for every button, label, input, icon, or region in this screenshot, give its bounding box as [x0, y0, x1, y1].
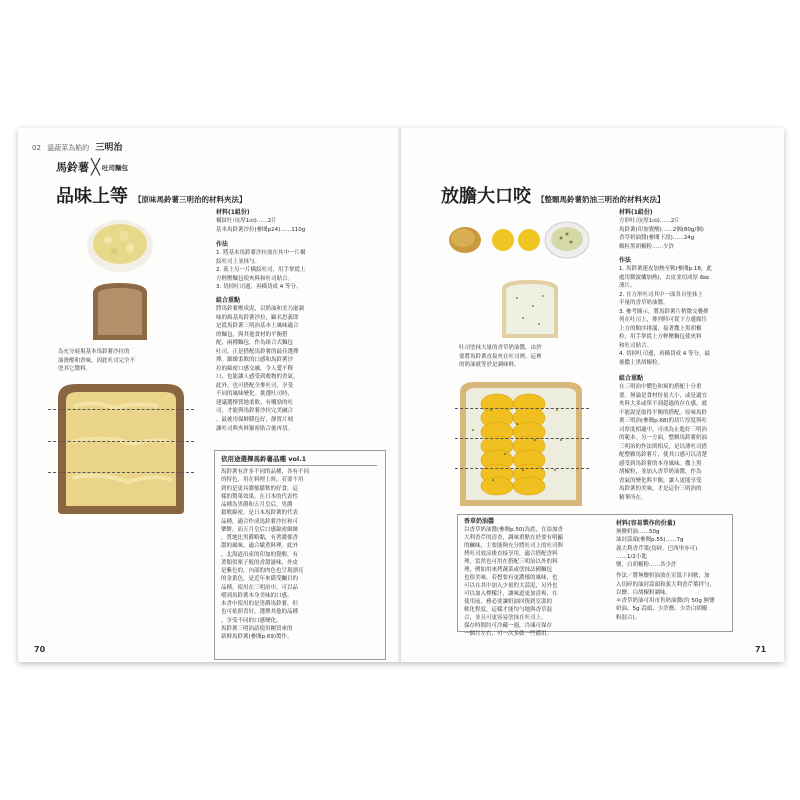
method-right	[619, 256, 779, 367]
dish-b: 吐司麵包	[102, 163, 129, 172]
butter-line: 軟化程度，這樣才能均勻地與香草混	[464, 606, 553, 613]
butter-line: 合，並且可更容易塗抹在吐司上。	[464, 614, 547, 621]
ingredient-item: 顆粒黑胡椒粉……少許	[619, 243, 675, 250]
box-line: 是紫色的，內部的肉色也呈現漂亮	[221, 568, 304, 574]
method-line: 方輕壓麵包使夾料和吐司貼合。	[216, 275, 294, 282]
box-line: 也可依照喜好，選擇其他的品種	[221, 609, 299, 616]
variety-box-text	[221, 468, 381, 641]
butter-line: 可以加入檸檬汁，讓味道更加清爽，在	[464, 590, 558, 597]
butter-method-line: 粉混合)。	[616, 614, 641, 621]
method-line: 紋吐司上並抹勻。	[216, 258, 261, 265]
cross-icon: ╳	[91, 158, 101, 176]
box-line: 本書中使用的是男爵馬鈴薯，但	[221, 601, 299, 607]
combo-line: 的範本。另一方面，整顆馬鈴薯奶油	[619, 435, 708, 442]
sandwich-image	[54, 382, 188, 516]
combo-line: 司厚度相適中，可成為止匙好三明治	[619, 426, 708, 433]
page-subtitle: 【原味馬鈴薯三明治的材料夾法】	[134, 195, 247, 204]
potato-ingredients-image	[441, 218, 591, 262]
butter-line: 的鹹味，主要能夠充分將吐司上的吐司與	[464, 542, 564, 549]
dish-a: 馬鈴薯	[56, 161, 89, 174]
herb-butter-recipe	[616, 519, 728, 622]
right-page	[401, 128, 784, 662]
method-line: 和吐司貼合。	[619, 342, 653, 349]
butter-method-line: 作法／將無鹽奶油放在室溫下回軟，加	[616, 573, 710, 580]
combo-line: 司，才能與馬鈴薯沙拉完美融合	[216, 408, 294, 415]
method-line: 薄片。	[619, 283, 636, 290]
potato-salad-bowl-image	[84, 212, 156, 274]
combo-line: 口，也能讓人感受到穀物的香氣。	[216, 374, 299, 381]
combo-line: 夾料大多或單不到超過的存在感，就	[619, 401, 708, 408]
combo-line: 的麵包，與其他食材的平衡搭	[216, 331, 288, 338]
box-line: 嚐到馬鈴薯本身美味的口感。	[221, 592, 293, 599]
butter-line: 也很美味。若想要有更濃郁的風味，也	[464, 574, 558, 581]
ingredients-label: 材料(1組份)	[216, 209, 250, 216]
butter-line: 理。當然也可用在搭配三明治以外的料	[464, 558, 558, 565]
combo-line: 馬鈴薯的美味，才是這份三明治的	[619, 486, 702, 493]
combo-line: 在三明治中體色和爽的搭配十分重	[619, 384, 702, 391]
box-line: 品種，適合作成馬鈴薯沙拉和可	[221, 518, 299, 525]
butter-recipe-item: 義大利香芹葉(切碎，巴西里亦可)	[616, 545, 698, 552]
combo-line: 薯三明治(參閱p.68)的切片厚度與吐	[619, 418, 708, 425]
caption-right	[459, 344, 609, 370]
method-line: 1. 將基本馬鈴薯沙拉放在其中一片橫	[216, 250, 306, 257]
box-line: ，享受不同的口感變化。	[221, 617, 282, 624]
method-line: 後撒上黑胡椒粒。	[619, 359, 664, 366]
combo-line: 是從馬鈴薯三明治基本上風味適合	[216, 323, 299, 330]
butter-line: 一個月左右，可一次多做一些備用。	[464, 630, 553, 637]
caption-left	[58, 348, 198, 374]
ingredients-right	[619, 208, 779, 251]
combo-line: 擇。細緻柔軟的口感和馬鈴薯沙	[216, 357, 294, 364]
combo-line: 。最後用保鮮膜包好，靜置片刻	[216, 417, 294, 423]
butter-method-line: 入切碎的油封蒜頭和義大利香芹葉拌勻，	[616, 581, 716, 588]
box-line: 馬鈴薯有許多不同的品種，各有不同	[221, 469, 310, 475]
cut-line	[455, 468, 589, 469]
butter-recipe-item: ……1/2小匙	[616, 553, 647, 560]
combo-left	[216, 296, 386, 433]
herb-butter-bread-image	[499, 278, 561, 340]
box-line: 樂餅，而五月皇后口感綿密細緻	[221, 526, 299, 533]
method-line: 3. 切掉吐司邊，再橫切成 4 等分。	[216, 284, 302, 291]
method-line: 4. 切掉吐司邊，再橫切成 4 等分，最	[619, 351, 710, 358]
combo-line: 胡椒粒，並加入香草奶油醬，作為	[619, 469, 702, 476]
combo-line: 吐司，正是搭配馬鈴薯的最佳選擇	[216, 348, 299, 355]
method-line: 2. 蓋上另一片橫紋吐司，用手掌從上	[216, 267, 306, 274]
combo-line: 不能說是取得平衡的搭配。原味馬鈴	[619, 409, 708, 416]
ingredients-label-right: 材料(1組份)	[619, 209, 653, 216]
caption-line: 的奶油就等於是調味料。	[459, 362, 520, 369]
butter-line: 大利香芹的清香，調味重點在於要有明顯	[464, 534, 564, 541]
method-line: 2. 在方形吐司其中一面各自塗抹上	[619, 291, 703, 298]
method-line: 列在吐司上，排列時可從下方邊緣往	[619, 317, 708, 324]
ingredient-item: 基本馬鈴薯沙拉(參閱p24)……110g	[216, 226, 306, 233]
ingredients-left	[216, 208, 386, 234]
variety-box	[214, 450, 386, 660]
dish-pairing	[56, 158, 128, 176]
combo-line: 此外，也可搭配全麥吐司，享受	[216, 382, 294, 389]
combo-line: 拉的綿密口感交融，令人愛不釋	[216, 365, 294, 372]
method-line: 粒，用手掌從上方輕壓麵包使夾料	[619, 334, 702, 341]
chapter-strong: 三明治	[95, 143, 123, 153]
combo-line: 三明治的作法則相反，是以薄吐司搭	[619, 443, 708, 450]
page-subtitle-right: 【整顆馬鈴薯奶油三明治的材料夾法】	[537, 195, 665, 204]
butter-line: 以香草奶油醬(參閱p.50)為底，在添加香	[464, 527, 564, 533]
combo-line: 建議選擇質地柔軟、有嚼勁的吐	[216, 399, 294, 406]
box-line: 鬆軟綿密，是日本馬鈴薯的代表	[221, 510, 299, 517]
method-line: 3. 參考圖示，將馬鈴薯片稍微交疊排	[619, 308, 709, 315]
cut-line	[455, 408, 589, 409]
box-line: 樣的製菓效果，在日本的代表性	[221, 493, 299, 500]
caption-line: 吐司塗抹大量的香草奶油醬，由於	[459, 345, 542, 351]
ingredient-item: 香草奶油醬(參閱下段)……24g	[619, 235, 695, 242]
butter-line: 使用前，務必要讓奶油回復到室溫的	[464, 598, 553, 605]
herb-butter-text	[464, 527, 610, 639]
page-title-right: 放膽大口咬	[441, 186, 531, 207]
combo-label-right: 組合重點	[619, 375, 644, 382]
combo-line: 感受到馬鈴薯的本身風味。撒上黑	[619, 460, 702, 467]
butter-method-line: 以鹽、白胡椒粉調味。	[616, 589, 672, 596]
chapter-text: 溫蔬菜為餡的	[47, 144, 90, 152]
herb-butter-title: 香草奶油醬	[464, 518, 495, 525]
cut-line	[455, 438, 589, 439]
butter-recipe-item: 油封蒜頭(參閱p.55)……7g	[616, 537, 684, 544]
method-line: 半量的香草奶油醬。	[619, 300, 669, 307]
method-line: 上方的順序排滿，接著撒上黑胡椒	[619, 325, 702, 332]
ingredient-item: 橫紋吐司(厚1㎝)……2片	[216, 218, 277, 225]
variety-box-title: 依用途選擇馬鈴薯品種 vol.1	[221, 455, 307, 463]
bread-slice-image	[88, 280, 152, 344]
box-line: ，質地比男爵略黏，有著濃郁香	[221, 535, 299, 541]
page-number-right: 71	[755, 645, 767, 654]
combo-label: 組合重點	[216, 297, 241, 304]
combo-line: 讓吐司與夾料緊密貼合後再切。	[216, 425, 294, 432]
method-label-right: 作法	[619, 257, 632, 264]
butter-line: 保存時間約可冷藏一週，冷凍可保存	[464, 622, 553, 629]
cut-line	[48, 409, 194, 410]
box-line: 到的是更具濃郁鬆軟的好食，這	[221, 485, 299, 492]
butter-recipe-item: 鹽，白胡椒粉……各少許	[616, 562, 677, 568]
cut-line	[48, 441, 194, 442]
box-line: 馬鈴薯三明治請使用剛買來的	[221, 625, 293, 632]
butter-method-line: 奶油、5g 蒜頭、少許鹽、少許白胡椒	[616, 606, 708, 613]
herb-butter-box	[457, 514, 733, 637]
title-row	[56, 182, 247, 208]
combo-line: 配整顆馬鈴薯片，使其口感可以清楚	[619, 452, 708, 459]
box-line: 甜的風味，適合燉煮料理。此外	[221, 543, 299, 550]
butter-recipe-label: 材料(容易製作的份量)	[616, 520, 676, 527]
page-number-left: 70	[34, 645, 46, 654]
chapter-number: 02	[32, 144, 41, 152]
method-label: 作法	[216, 241, 229, 248]
combo-line: 配，兩種麵包，作為組合式麵包	[216, 340, 294, 347]
book-spread	[18, 128, 784, 662]
box-divider	[221, 465, 377, 466]
combo-line: 精華所在。	[619, 495, 647, 501]
title-row-right	[441, 182, 665, 208]
chapter-header	[32, 142, 122, 156]
caption-line: 油滑醇和香味，因此吐司完全不	[58, 357, 136, 364]
combo-line: 將馬鈴薯壓成泥，以奶油和美乃滋調	[216, 306, 305, 313]
caption-line: 要將馬鈴薯直接夾在吐司裡，這裡	[459, 353, 542, 360]
butter-line: 理，例如用來烤蔬菜或塗抹法國麵包	[464, 566, 553, 573]
combo-line: 要。無論是食材份量大小，或是適宜	[619, 392, 708, 399]
box-line: 的特色，用在料理上時，若要不用	[221, 477, 304, 484]
butter-method-line: ＊香草奶油可用市售奶油醬(約 50g 無鹽	[616, 598, 715, 604]
potato-sandwich-image	[457, 380, 585, 508]
combo-line: 味的級基馬鈴薯沙拉，顧名思義即	[216, 314, 299, 321]
box-line: 的金黃色，是近年來備受矚目的	[221, 576, 299, 583]
caption-line: 塗其它醬料。	[58, 366, 92, 373]
left-page	[18, 128, 401, 662]
page-title: 品味上等	[56, 186, 128, 207]
caption-line: 為充分展現基本馬鈴薯沙拉的	[58, 349, 130, 355]
box-line: 著類似栗子般的香甜滋味，外皮	[221, 559, 299, 566]
butter-recipe-item: 無鹽奶油……50g	[616, 529, 660, 535]
box-line: 品種，使用在三明治中，可以品	[221, 584, 299, 591]
box-line: 品種為男爵和五月皇后，男爵	[221, 502, 293, 508]
method-line: 1. 馬鈴薯連皮加熱至軟(參閱p.18，此	[619, 266, 712, 273]
butter-line: 烤吐司放涼後直接享用，適合搭配香料	[464, 550, 558, 557]
butter-line: 可以在其中加入少量的大蒜泥，另外也	[464, 582, 558, 589]
ingredient-item: 馬鈴薯(印加覺醒)……2個(80g/個)	[619, 226, 704, 233]
box-line: ，北海道出產的印加的覺醒，有	[221, 551, 299, 558]
box-line: 新鮮馬鈴薯(參閱p.69)製作。	[221, 634, 293, 640]
ingredient-item: 方形吐司(厚1㎝)……2片	[619, 218, 680, 225]
method-line: 處用微波爐加熱)，去皮並切成厚 6㎜	[619, 274, 709, 281]
combo-right	[619, 374, 779, 503]
method-left	[216, 240, 386, 292]
combo-line: 不同的風味變化。挑選吐司時，	[216, 391, 294, 398]
cut-line	[48, 472, 194, 473]
combo-line: 香氣的變化與平衡，讓人更能享受	[619, 477, 702, 484]
